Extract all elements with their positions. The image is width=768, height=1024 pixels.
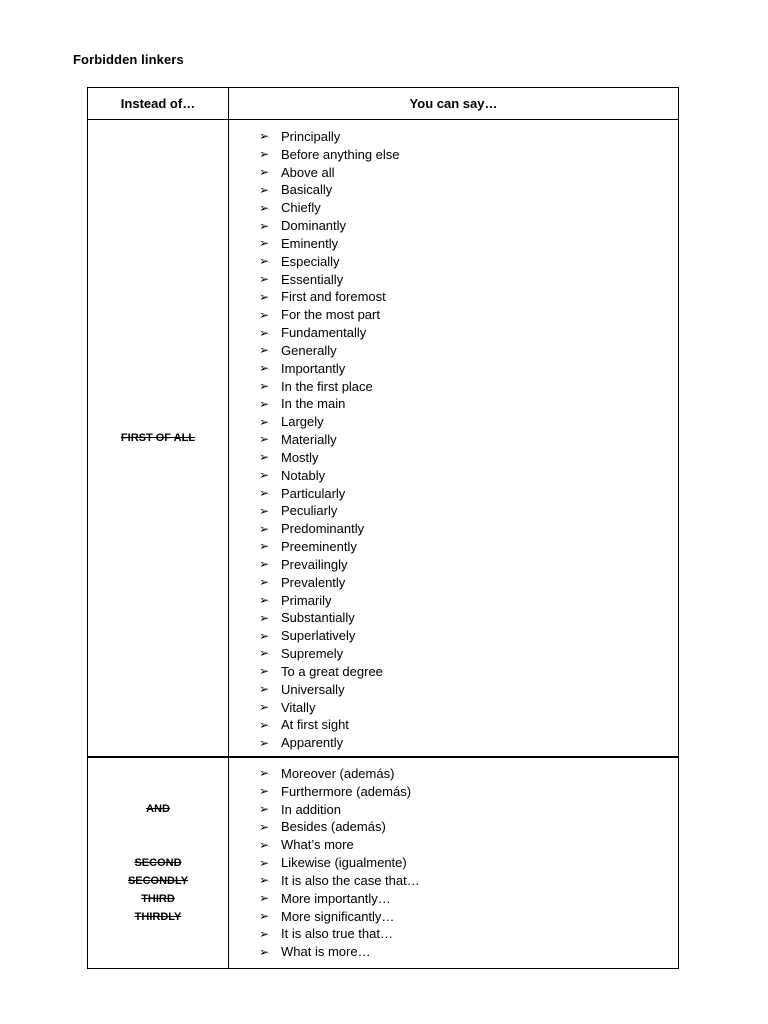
table-row-first-of-all [88,120,679,758]
alternative-text: Chiefly [281,200,321,216]
arrow-bullet-icon: ➢ [259,646,270,661]
alternatives-list [229,758,678,961]
alternative-text: Apparently [281,735,344,751]
alternative-text: What’s more [281,837,354,853]
list-item [259,681,678,699]
list-item [259,556,678,574]
alternatives-cell [229,120,679,758]
linkers-table [87,87,679,969]
list-item [259,645,678,663]
alternatives-cell [229,757,679,969]
forbidden-linker: THIRD [141,893,175,905]
arrow-bullet-icon: ➢ [259,717,270,732]
alternative-text: Universally [281,681,345,697]
list-item [259,217,678,235]
table-header-row [88,88,679,120]
list-item [259,574,678,592]
alternative-text: In the first place [281,378,373,394]
alternative-text: Substantially [281,610,355,626]
alternative-text: Fundamentally [281,325,367,341]
list-item [259,854,678,872]
alternative-text: Above all [281,164,335,180]
arrow-bullet-icon: ➢ [259,873,270,888]
alternative-text: For the most part [281,307,380,323]
arrow-bullet-icon: ➢ [259,147,270,162]
list-item [259,836,678,854]
list-item [259,592,678,610]
list-item [259,342,678,360]
arrow-bullet-icon: ➢ [259,414,270,429]
alternatives-list [229,120,678,756]
arrow-bullet-icon: ➢ [259,855,270,870]
forbidden-linker: SECONDLY [127,875,189,887]
list-item [259,253,678,271]
list-item [259,360,678,378]
list-item [259,663,678,681]
list-item [259,783,678,801]
list-item [259,467,678,485]
list-item [259,235,678,253]
list-item [259,324,678,342]
alternative-text: In addition [281,801,341,817]
header-you-can-say: You can say… [229,88,679,120]
alternative-text: Vitally [281,699,316,715]
arrow-bullet-icon: ➢ [259,343,270,358]
arrow-bullet-icon: ➢ [259,307,270,322]
list-item [259,502,678,520]
alternative-text: Generally [281,342,337,358]
arrow-bullet-icon: ➢ [259,628,270,643]
alternative-text: Mostly [281,449,319,465]
instead-cell [88,757,229,969]
arrow-bullet-icon: ➢ [259,766,270,781]
list-item [259,890,678,908]
arrow-bullet-icon: ➢ [259,289,270,304]
alternative-text: Moreover (además) [281,766,395,781]
arrow-bullet-icon: ➢ [259,503,270,518]
alternative-text: Largely [281,414,324,430]
alternative-text: Prevalently [281,574,346,590]
header-instead-of: Instead of… [88,88,229,120]
arrow-bullet-icon: ➢ [259,521,270,536]
arrow-bullet-icon: ➢ [259,129,270,144]
arrow-bullet-icon: ➢ [259,254,270,269]
list-item [259,288,678,306]
arrow-bullet-icon: ➢ [259,468,270,483]
list-item [259,306,678,324]
alternative-text: What is more… [281,944,371,960]
arrow-bullet-icon: ➢ [259,944,270,959]
arrow-bullet-icon: ➢ [259,272,270,287]
list-item [259,378,678,396]
arrow-bullet-icon: ➢ [259,182,270,197]
alternative-text: Supremely [281,646,344,662]
list-item [259,271,678,289]
arrow-bullet-icon: ➢ [259,218,270,233]
list-item [259,413,678,431]
arrow-bullet-icon: ➢ [259,575,270,590]
arrow-bullet-icon: ➢ [259,361,270,376]
arrow-bullet-icon: ➢ [259,837,270,852]
alternative-text: At first sight [281,717,349,733]
alternative-text: It is also the case that… [281,872,420,888]
alternative-text: Predominantly [281,521,365,537]
list-item [259,716,678,734]
arrow-bullet-icon: ➢ [259,802,270,817]
arrow-bullet-icon: ➢ [259,485,270,500]
list-item [259,734,678,752]
list-item [259,485,678,503]
arrow-bullet-icon: ➢ [259,379,270,393]
list-item [259,431,678,449]
alternative-text: Basically [281,182,333,198]
alternative-text: Likewise (igualmente) [281,855,407,871]
alternative-text: Superlatively [281,628,356,644]
arrow-bullet-icon: ➢ [259,539,270,554]
alternative-text: First and foremost [281,289,386,305]
alternative-text: In the main [281,396,346,412]
alternative-text: Dominantly [281,218,347,234]
instead-cell [88,120,229,758]
alternative-text: Preeminently [281,539,357,555]
alternative-text: It is also true that… [281,926,393,942]
forbidden-linker: FIRST OF ALL [120,432,196,444]
forbidden-linker: AND [146,803,170,815]
list-item [259,627,678,645]
list-item [259,908,678,926]
forbidden-linker: THIRDLY [134,911,182,923]
alternative-text: More significantly… [281,908,395,924]
list-item [259,609,678,627]
list-item [259,449,678,467]
arrow-bullet-icon: ➢ [259,592,270,607]
alternative-text: Particularly [281,485,346,501]
alternative-text: Before anything else [281,146,400,162]
arrow-bullet-icon: ➢ [259,165,270,180]
list-item [259,538,678,556]
list-item [259,801,678,819]
arrow-bullet-icon: ➢ [259,926,270,941]
arrow-bullet-icon: ➢ [259,432,270,447]
arrow-bullet-icon: ➢ [259,396,270,411]
alternative-text: Essentially [281,271,344,287]
alternative-text: Notably [281,467,326,483]
list-item [259,765,678,783]
list-item [259,872,678,890]
list-item [259,128,678,146]
arrow-bullet-icon: ➢ [259,909,270,924]
arrow-bullet-icon: ➢ [259,891,270,906]
arrow-bullet-icon: ➢ [259,200,270,215]
list-item [259,520,678,538]
list-item [259,146,678,164]
arrow-bullet-icon: ➢ [259,450,270,465]
list-item [259,699,678,717]
arrow-bullet-icon: ➢ [259,664,270,679]
table-row-and-second-third [88,757,679,969]
arrow-bullet-icon: ➢ [259,784,270,799]
alternative-text: Primarily [281,592,332,608]
alternative-text: Prevailingly [281,556,348,572]
alternative-text: Principally [281,129,341,144]
arrow-bullet-icon: ➢ [259,557,270,572]
list-item [259,181,678,199]
list-item [259,199,678,217]
list-item [259,818,678,836]
alternative-text: Eminently [281,235,339,251]
arrow-bullet-icon: ➢ [259,236,270,251]
arrow-bullet-icon: ➢ [259,610,270,625]
alternative-text: More importantly… [281,890,391,906]
alternative-text: Furthermore (además) [281,783,412,799]
list-item [259,925,678,943]
alternative-text: Besides (además) [281,819,386,835]
forbidden-linker: SECOND [134,857,182,869]
alternative-text: Importantly [281,360,346,376]
alternative-text: Peculiarly [281,503,338,519]
arrow-bullet-icon: ➢ [259,682,270,697]
alternative-text: Materially [281,432,337,448]
spacer [88,818,228,854]
arrow-bullet-icon: ➢ [259,699,270,714]
list-item [259,395,678,413]
arrow-bullet-icon: ➢ [259,819,270,834]
page-title: Forbidden linkers [73,52,184,67]
list-item [259,164,678,182]
alternative-text: Especially [281,253,340,269]
alternative-text: To a great degree [281,663,383,679]
arrow-bullet-icon: ➢ [259,325,270,340]
arrow-bullet-icon: ➢ [259,735,270,750]
list-item [259,943,678,961]
